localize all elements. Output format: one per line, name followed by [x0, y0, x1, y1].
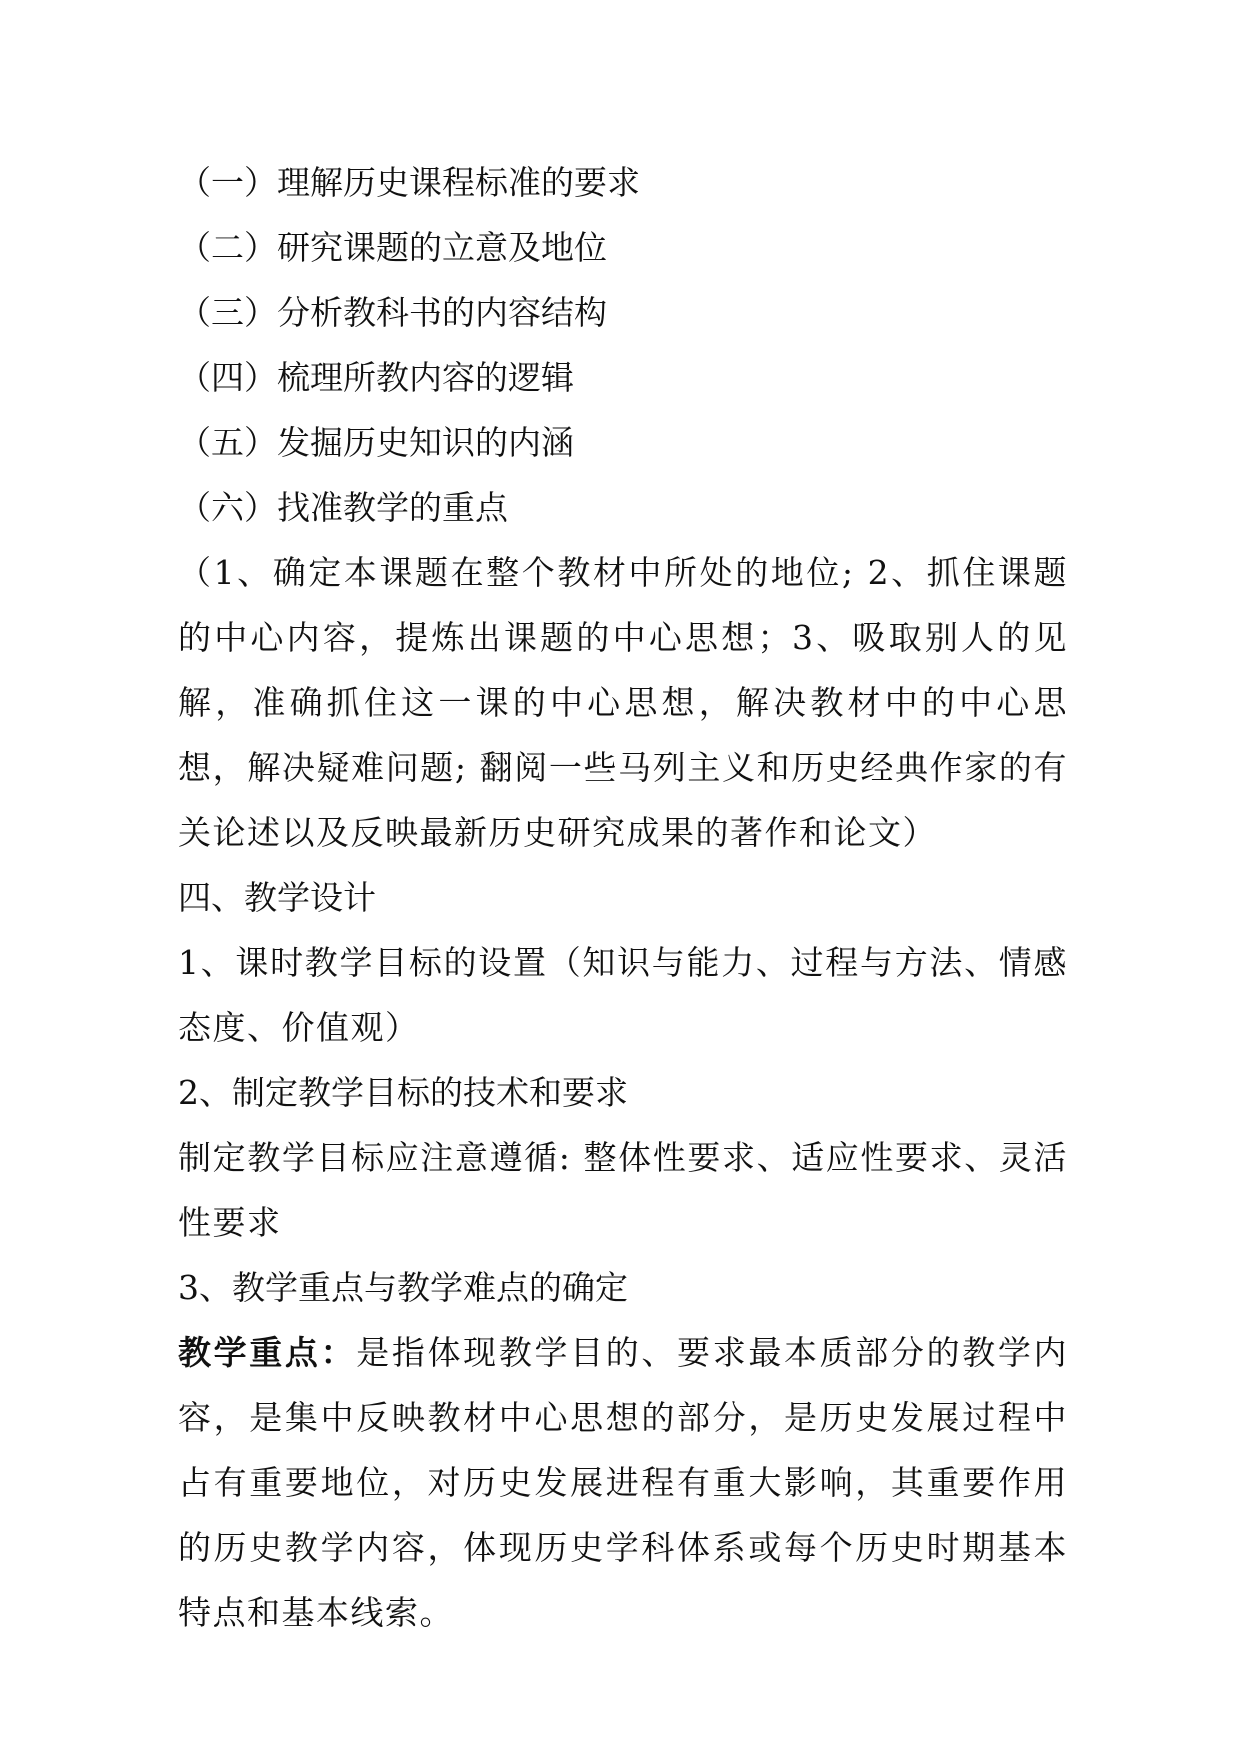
key-point-label: 教学重点：	[178, 1333, 357, 1372]
outline-item-4: （四）梳理所教内容的逻辑	[178, 358, 574, 397]
list-item-techniques: 2、制定教学目标的技术和要求	[178, 1073, 628, 1112]
key-point-text: 是指体现教学目的、要求最本质部分的教学内容，是集中反映教材中心思想的部分，是历史发展过程中占有重要地位，对历史发展进程有重大影响，其重要作用的历史教学内容，体现历史学科体系或每个历史时期基本特点和基本线索。	[178, 1333, 1069, 1632]
document-body	[178, 150, 1068, 1645]
note-paragraph: （1、确定本课题在整个教材中所处的地位; 2、抓住课题的中心内容，提炼出课题的中心思想；3、吸取别人的见解，准确抓住这一课的中心思想，解决教材中的中心思想，解决疑难问题; 翻阅一些马列主义和历史经典作家的有关论述以及反映最新历史研究成果的著作和论文）	[178, 553, 1068, 852]
outline-item-3: （三）分析教科书的内容结构	[178, 293, 607, 332]
outline-item-5: （五）发掘历史知识的内涵	[178, 423, 574, 462]
key-point-paragraph	[178, 1320, 1068, 1645]
outline-item-1: （一）理解历史课程标准的要求	[178, 163, 640, 202]
section-heading: 四、教学设计	[178, 878, 376, 917]
list-item-key-difficult-points: 3、教学重点与教学难点的确定	[178, 1268, 628, 1307]
techniques-detail: 制定教学目标应注意遵循: 整体性要求、适应性要求、灵活性要求	[178, 1138, 1068, 1242]
outline-item-2: （二）研究课题的立意及地位	[178, 228, 607, 267]
outline-item-6: （六）找准教学的重点	[178, 488, 508, 527]
list-item-objectives: 1、课时教学目标的设置（知识与能力、过程与方法、情感态度、价值观）	[178, 943, 1068, 1047]
